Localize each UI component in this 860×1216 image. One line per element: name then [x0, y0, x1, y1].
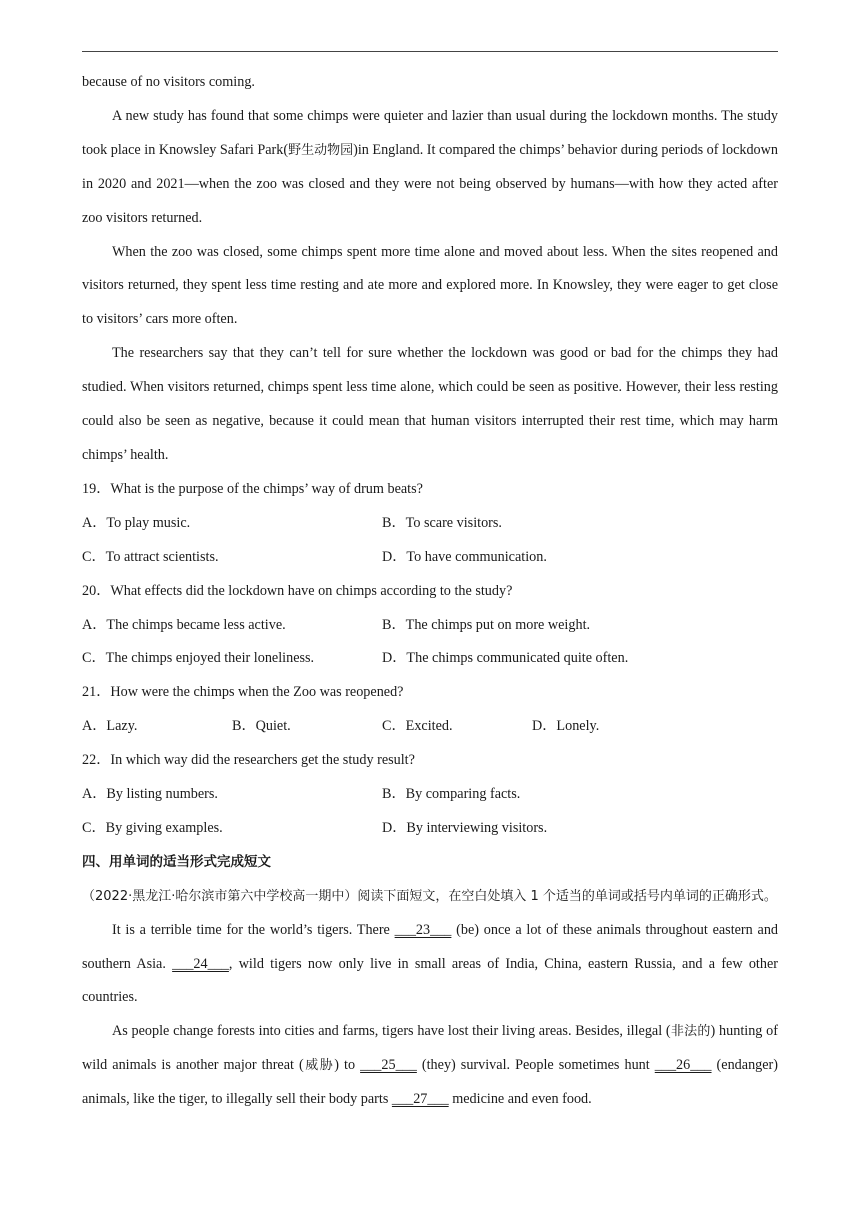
- question-21-options-row: [82, 710, 778, 744]
- option-a: A．To play music.: [82, 514, 191, 531]
- question-22-options-row-2: [82, 812, 778, 846]
- option-c: C．To attract scientists.: [82, 548, 219, 565]
- option-b: B．By comparing facts.: [382, 786, 521, 803]
- option-b: B．The chimps put on more weight.: [382, 616, 591, 633]
- option-a: A．By listing numbers.: [82, 786, 218, 803]
- option-b: B．To scare visitors.: [382, 514, 502, 531]
- question-22-options-row-1: [82, 778, 778, 812]
- blank-24: ___24___: [172, 955, 229, 972]
- blank-23: ___23___: [394, 921, 452, 938]
- cloze-paragraph-1: It is a terrible time for the world’s tigers. There ___23___ (be) once a lot of these animals throughout eastern and southern Asia. ___24___, wild tigers now only live in small areas of India, China, eastern Russia, and a few other countries.: [82, 921, 779, 1006]
- question-22-stem: 22．In which way did the researchers get the study result?: [82, 752, 415, 769]
- question-19-options-row-1: [82, 507, 778, 541]
- section-instructions: （2022·黑龙江·哈尔滨市第六中学校高一期中）阅读下面短文，在空白处填入 1 个适当的单词或括号内单词的正确形式。: [82, 888, 777, 904]
- option-a: A．The chimps became less active.: [82, 616, 286, 633]
- section-heading: 四、用单词的适当形式完成短文: [82, 853, 271, 870]
- option-d: D．The chimps communicated quite often.: [382, 650, 629, 667]
- option-c: C．Excited.: [382, 718, 453, 735]
- passage-paragraph-0: because of no visitors coming.: [82, 74, 255, 90]
- question-20-stem: 20．What effects did the lockdown have on chimps according to the study?: [82, 582, 513, 599]
- question-19-options-row-2: [82, 541, 778, 575]
- option-b: B．Quiet.: [232, 718, 291, 735]
- blank-25: ___25___: [360, 1057, 417, 1074]
- option-a: A．Lazy.: [82, 718, 138, 735]
- document-body: [82, 66, 778, 1117]
- question-21-stem: 21．How were the chimps when the Zoo was reopened?: [82, 684, 404, 701]
- question-20-options-row-1: [82, 609, 778, 643]
- passage-paragraph-2: When the zoo was closed, some chimps spent more time alone and moved about less. When the sites reopened and visitors returned, they spent less time resting and ate more and explored more. In Knowsley, they were eager to get close to visitors’ cars more often.: [82, 243, 778, 328]
- cloze-paragraph-2: As people change forests into cities and farms, tigers have lost their living areas. Besides, illegal (非法的) hunting of wild animals is another major threat (威胁) to ___25___ (they) survival. People sometimes hunt ___26___ (endanger) animals, like the tiger, to illegally sell their body parts ___27___ medicine and even food.: [82, 1023, 778, 1108]
- option-c: C．The chimps enjoyed their loneliness.: [82, 650, 315, 667]
- blank-27: ___27___: [391, 1091, 449, 1108]
- passage-paragraph-1: A new study has found that some chimps were quieter and lazier than usual during the lockdown months. The study took place in Knowsley Safari Park(野生动物园)in England. It compared the chimps’ behavior during periods of lockdown in 2020 and 2021—when the zoo was closed and they were not being observed by humans—with how they acted after zoo visitors returned.: [82, 107, 778, 226]
- blank-26: ___26___: [654, 1057, 712, 1074]
- option-d: D．By interviewing visitors.: [382, 819, 548, 836]
- header-rule: [82, 51, 778, 52]
- option-d: D．To have communication.: [382, 548, 547, 565]
- option-d: D．Lonely.: [532, 718, 600, 735]
- question-20-options-row-2: [82, 642, 778, 676]
- option-c: C．By giving examples.: [82, 819, 223, 836]
- question-19-stem: 19．What is the purpose of the chimps’ way of drum beats?: [82, 480, 423, 497]
- passage-paragraph-3: The researchers say that they can’t tell for sure whether the lockdown was good or bad for the chimps they had studied. When visitors returned, chimps spent less time alone, which could be seen as positive. However, their less resting could also be seen as negative, because it could mean that human visitors interrupted their rest time, which may harm chimps’ health.: [82, 345, 778, 463]
